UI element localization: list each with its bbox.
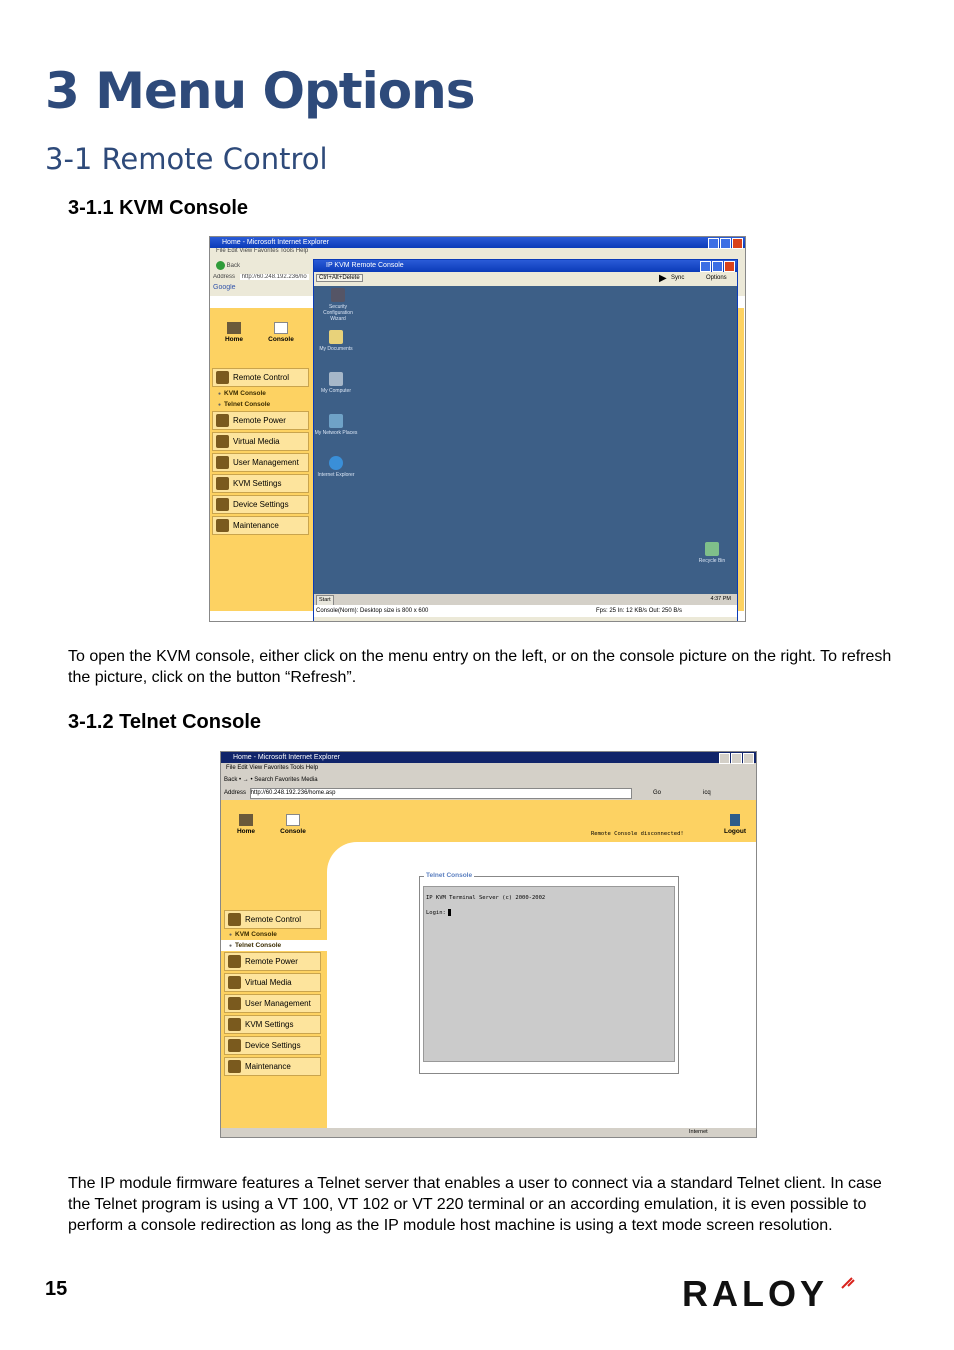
- page-heading: 3 Menu Options: [45, 62, 475, 120]
- remote-control2-icon: [228, 913, 241, 926]
- cursor-icon[interactable]: ▶: [659, 273, 667, 284]
- home-icon: [227, 322, 241, 334]
- ie2-minimize-icon[interactable]: [719, 753, 730, 764]
- logout-button[interactable]: Logout: [717, 814, 753, 835]
- terminal-cursor: [448, 909, 451, 916]
- ie2-close-icon[interactable]: [743, 753, 754, 764]
- remote-control-icon: [216, 371, 229, 384]
- security-wizard-icon: [331, 288, 345, 302]
- start-button[interactable]: Start: [316, 595, 334, 606]
- submenu-kvm-console[interactable]: ● KVM Console: [218, 390, 266, 397]
- go-button[interactable]: Go: [653, 790, 662, 796]
- my-documents-icon: [329, 330, 343, 344]
- paragraph-telnet: The IP module firmware features a Telnet server that enables a user to connect via a standard Telnet client. In case the Telnet program is using a VT 100, VT 102 or VT 220 terminal or an according emulation, it is even possible to perform a console redirection as long as the IP module host machine is using a text mode screen resolution.: [68, 1175, 882, 1234]
- ie2-menubar[interactable]: File Edit View Favorites Tools Help: [221, 763, 756, 774]
- internet-explorer-icon: [329, 456, 343, 470]
- menu-virtual-media[interactable]: Virtual Media: [212, 432, 309, 451]
- terminal-login-prompt[interactable]: Login:: [426, 909, 451, 916]
- back-button[interactable]: Back: [226, 263, 241, 269]
- menu-maintenance[interactable]: Maintenance: [212, 516, 309, 535]
- menu2-virtual-media[interactable]: Virtual Media: [224, 973, 321, 992]
- menu2-user-management[interactable]: User Management: [224, 994, 321, 1013]
- maximize-icon[interactable]: [720, 238, 731, 249]
- device-icon: [216, 498, 229, 511]
- ie2-address-bar: [221, 787, 756, 800]
- google-button[interactable]: Google: [213, 284, 236, 291]
- subsection-telnet-heading: 3-1.2 Telnet Console: [68, 711, 262, 733]
- console-icon: [274, 322, 288, 334]
- logo-red-mark: [842, 1278, 854, 1288]
- subsection-kvm-heading: 3-1.1 KVM Console: [68, 197, 249, 219]
- submenu2-telnet-console[interactable]: ● Telnet Console: [229, 942, 281, 949]
- menu2-remote-control[interactable]: Remote Control: [224, 910, 321, 929]
- ie-menubar[interactable]: File Edit View Favorites Tools Help: [210, 248, 745, 258]
- web-sidebar: [210, 308, 313, 611]
- desktop-icon-security-wizard[interactable]: Security Configuration Wizard: [316, 288, 360, 322]
- desktop-icon-internet-explorer[interactable]: Internet Explorer: [314, 456, 358, 478]
- ie-title-bar: [210, 237, 745, 248]
- menu2-remote-power[interactable]: Remote Power: [224, 952, 321, 971]
- logo-text: RALOY: [682, 1274, 828, 1314]
- ie2-window-title: Home - Microsoft Internet Explorer: [233, 754, 340, 761]
- menu-user-management[interactable]: User Management: [212, 453, 309, 472]
- kvm-status-left: Console(Norm): Desktop size is 800 x 600: [316, 608, 429, 614]
- recycle-bin-icon: [705, 542, 719, 556]
- zone-indicator: Internet: [689, 1129, 708, 1135]
- ie2-maximize-icon[interactable]: [731, 753, 742, 764]
- menu-remote-control[interactable]: Remote Control: [212, 368, 309, 387]
- desktop-icon-my-documents[interactable]: My Documents: [314, 330, 358, 352]
- kvm-minimize-icon[interactable]: [700, 261, 711, 272]
- remote-desktop[interactable]: [314, 286, 737, 594]
- media2-icon: [228, 976, 241, 989]
- menu2-kvm-settings[interactable]: KVM Settings: [224, 1015, 321, 1034]
- minimize-icon[interactable]: [708, 238, 719, 249]
- kvm-toolbar: [314, 272, 737, 286]
- tools-icon: [216, 519, 229, 532]
- menu2-device-settings[interactable]: Device Settings: [224, 1036, 321, 1055]
- content-area: [327, 842, 756, 1128]
- kvm-title-bar: [314, 260, 737, 272]
- device2-icon: [228, 1039, 241, 1052]
- nav-home[interactable]: Home: [216, 322, 252, 343]
- kvm-maximize-icon[interactable]: [712, 261, 723, 272]
- kvm-statusbar: [314, 605, 737, 617]
- options-button[interactable]: Options: [706, 275, 727, 281]
- address-label: Address: [213, 274, 236, 280]
- ie2-title-bar: [221, 752, 756, 763]
- telnet-console-panel: [419, 872, 679, 1074]
- back-icon[interactable]: [216, 261, 225, 270]
- kvm-status-right: Fps: 25 In: 12 KB/s Out: 250 B/s: [596, 608, 683, 614]
- desktop-icon-my-computer[interactable]: My Computer: [314, 372, 358, 394]
- console2-icon: [286, 814, 300, 826]
- users2-icon: [228, 997, 241, 1010]
- close-icon[interactable]: [732, 238, 743, 249]
- telnet-console-title: Telnet Console: [426, 872, 473, 879]
- nav2-console[interactable]: Console: [275, 814, 311, 835]
- nav-console[interactable]: Console: [263, 322, 299, 343]
- network-places-icon: [329, 414, 343, 428]
- section-heading: 3-1 Remote Control: [45, 142, 328, 176]
- raloy-logo: [682, 1274, 910, 1314]
- nav2-home[interactable]: Home: [228, 814, 264, 835]
- web-page: [221, 800, 756, 1128]
- desktop-icon-recycle-bin[interactable]: Recycle Bin: [690, 542, 734, 564]
- ie2-statusbar: [221, 1128, 756, 1137]
- telnet-console-screenshot: [220, 751, 757, 1138]
- telnet-terminal[interactable]: [423, 886, 675, 1062]
- monitor-icon: [216, 477, 229, 490]
- address-input[interactable]: http://60.248.192.236/ho: [241, 274, 307, 280]
- ie2-toolbar[interactable]: Back • → • Search Favorites Media: [221, 774, 756, 787]
- menu-remote-power[interactable]: Remote Power: [212, 411, 309, 430]
- menu-device-settings[interactable]: Device Settings: [212, 495, 309, 514]
- address2-label: Address: [224, 790, 247, 796]
- submenu-telnet-console[interactable]: ● Telnet Console: [218, 401, 270, 408]
- logout-icon: [730, 814, 740, 826]
- page-number: 15: [45, 1278, 68, 1300]
- menu2-maintenance[interactable]: Maintenance: [224, 1057, 321, 1076]
- kvm-window-title: IP KVM Remote Console: [326, 262, 404, 269]
- taskbar-clock: 4:37 PM: [710, 596, 731, 602]
- remote-console-status: Remote Console disconnected!: [591, 831, 684, 837]
- address2-input[interactable]: http://60.248.192.236/home.asp: [250, 788, 632, 799]
- media-icon: [216, 435, 229, 448]
- desktop-icon-network-places[interactable]: My Network Places: [314, 414, 358, 436]
- ctrl-alt-delete-button[interactable]: Ctrl+Alt+Delete: [316, 274, 363, 282]
- home2-icon: [239, 814, 253, 826]
- power2-icon: [228, 955, 241, 968]
- kvm-console-screenshot: [209, 236, 746, 622]
- kvm-close-icon[interactable]: [724, 261, 735, 272]
- paragraph-kvm: To open the KVM console, either click on the menu entry on the left, or on the console picture on the right. To refresh the picture, click on the button “Refresh”.: [68, 648, 892, 686]
- power-icon: [216, 414, 229, 427]
- monitor2-icon: [228, 1018, 241, 1031]
- users-icon: [216, 456, 229, 469]
- sync-button[interactable]: Sync: [671, 275, 685, 281]
- tools2-icon: [228, 1060, 241, 1073]
- ie-window-title: Home - Microsoft Internet Explorer: [222, 239, 329, 246]
- icq-link[interactable]: icq: [703, 790, 711, 796]
- kvm-remote-console-window[interactable]: [313, 259, 738, 622]
- my-computer-icon: [329, 372, 343, 386]
- remote-taskbar: [314, 594, 737, 605]
- terminal-banner: IP KVM Terminal Server (c) 2000-2002: [426, 895, 546, 901]
- menu-kvm-settings[interactable]: KVM Settings: [212, 474, 309, 493]
- submenu2-kvm-console[interactable]: ● KVM Console: [229, 931, 277, 938]
